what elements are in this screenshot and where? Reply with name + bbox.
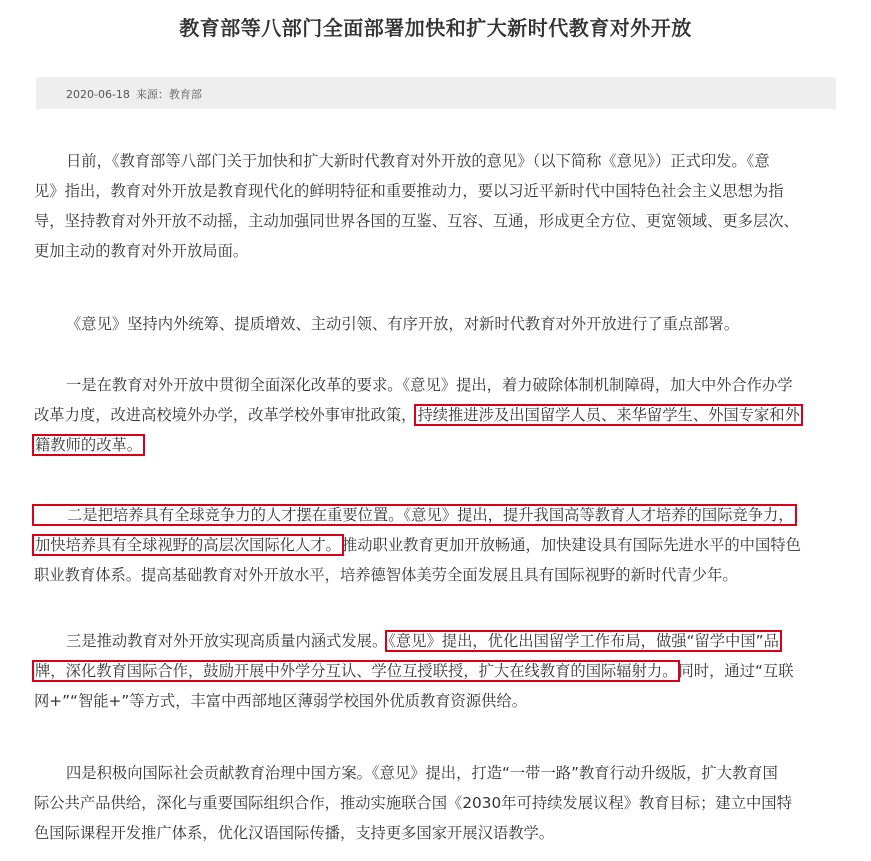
paragraph-line (34, 626, 840, 656)
paragraph-line: 网+”“智能+”等方式，丰富中西部地区薄弱学校国外优质教育资源供给。 (34, 692, 528, 710)
highlighted-text: 《意见》提出，优化出国留学工作布局，做强“留学中国”品 (388, 632, 779, 650)
highlighted-text: 籍教师的改革。 (35, 436, 143, 454)
paragraph-line: 际公共产品供给，深化与重要国际组织合作，推动实施联合国《2030年可持续发展议程》教育目标；建立中国特 (34, 794, 792, 812)
highlighted-text: 二是把培养具有全球竞争力的人才摆在重要位置。《意见》提出，提升我国高等教育人才培养的国际竞争力， (34, 506, 795, 524)
publish-date: 2020-06-18 (66, 88, 130, 101)
paragraph-line (34, 500, 840, 530)
paragraph-3 (34, 370, 840, 460)
highlighted-text: 加快培养具有全球视野的高层次国际化人才。 (35, 536, 341, 554)
article-title: 教育部等八部门全面部署加快和扩大新时代教育对外开放 (179, 16, 692, 40)
paragraph-2 (34, 309, 840, 339)
paragraph-line: 色国际课程开发推广体系，优化汉语国际传播，支持更多国家开展汉语教学。 (34, 824, 555, 842)
paragraph-line: 更加主动的教育对外开放局面。 (34, 242, 249, 260)
text-segment: 三是推动教育对外开放实现高质量内涵式发展。 (66, 632, 388, 650)
text-segment: 改革力度，改进高校境外办学，改革学校外事审批政策， (34, 406, 417, 424)
paragraph-line: 日前，《教育部等八部门关于加快和扩大新时代教育对外开放的意见》（以下简称《意见》）正式印发。《意 (66, 152, 770, 170)
article-meta (66, 86, 208, 102)
paragraph-line (34, 430, 840, 460)
text-segment: 推动职业教育更加开放畅通，加快建设具有国际先进水平的中国特色 (341, 536, 801, 554)
highlighted-text: 持续推进涉及出国留学人员、来华留学生、外国专家和外 (417, 406, 800, 424)
paragraph-line (34, 656, 840, 686)
paragraph-line: 导，坚持教育对外开放不动摇，主动加强同世界各国的互鉴、互容、互通，形成更全方位、更宽领域、更多层次、 (34, 212, 799, 230)
paragraph-1 (34, 146, 840, 266)
article-meta-bar (36, 77, 836, 109)
paragraph-line: 一是在教育对外开放中贯彻全面深化改革的要求。《意见》提出，着力破除体制机制障碍，加大中外合作办学 (66, 376, 793, 394)
paragraph-5 (34, 626, 840, 716)
paragraph-4 (34, 500, 840, 590)
paragraph-line: 职业教育体系。提高基础教育对外开放水平，培养德智体美劳全面发展且具有国际视野的新时代青少年。 (34, 566, 738, 584)
highlighted-text: 牌，深化教育国际合作，鼓励开展中外学分互认、学位互授联授，扩大在线教育的国际辐射力。 (35, 662, 678, 680)
paragraph-line (34, 400, 840, 430)
text-segment: 同时，通过“互联 (678, 662, 794, 680)
paragraph-line: 《意见》坚持内外统筹、提质增效、主动引领、有序开放，对新时代教育对外开放进行了重点部署。 (66, 315, 740, 333)
paragraph-6 (34, 758, 840, 848)
paragraph-line: 四是积极向国际社会贡献教育治理中国方案。《意见》提出，打造“一带一路”教育行动升级版，扩大教育国 (66, 764, 778, 782)
paragraph-line: 见》指出，教育对外开放是教育现代化的鲜明特征和重要推动力，要以习近平新时代中国特色社会主义思想为指 (34, 182, 784, 200)
paragraph-line (34, 530, 840, 560)
article-source: 来源：教育部 (135, 88, 202, 101)
